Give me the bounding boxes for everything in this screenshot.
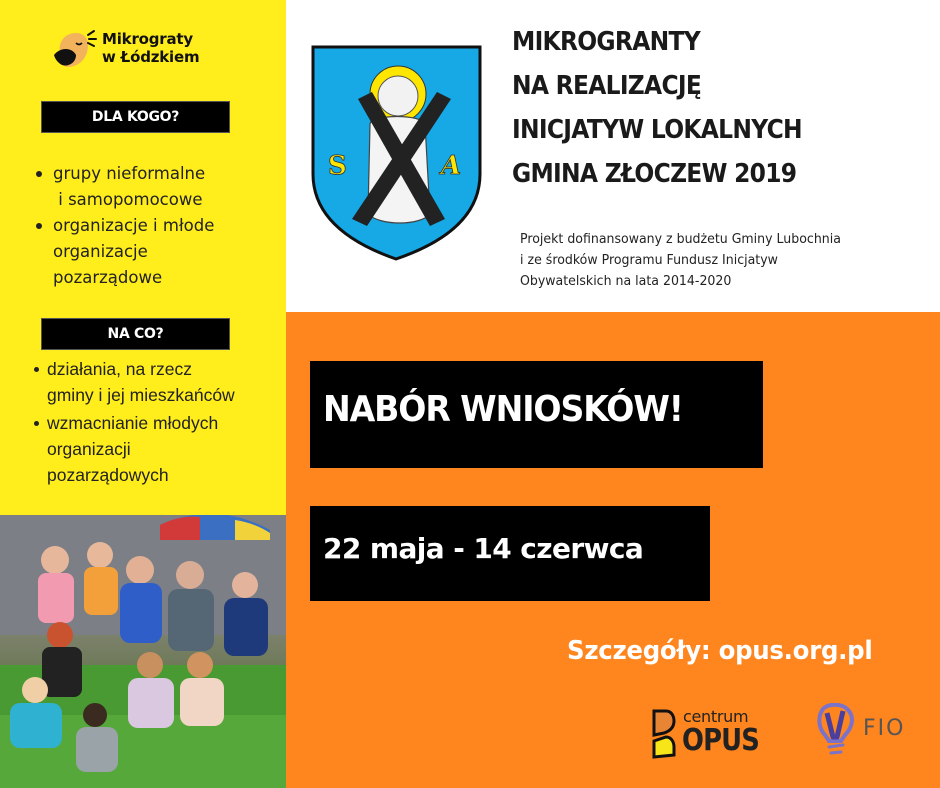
list-item-line: organizacje	[53, 242, 148, 261]
section-heading-for-whom: DLA KOGO?	[41, 101, 230, 133]
title-line2: NA REALIZACJĘ	[512, 71, 702, 101]
list-item	[36, 161, 281, 213]
bullet-icon	[36, 171, 42, 177]
bird-icon	[50, 25, 98, 71]
opus-big-text: OPUS	[682, 723, 759, 758]
list-item	[34, 356, 284, 408]
call-headline: NABÓR WNIOSKÓW!	[323, 389, 683, 430]
bullet-icon	[36, 223, 42, 229]
list-item-line: grupy nieformalne	[53, 164, 206, 183]
funding-line2: i ze środków Programu Fundusz Inicjatyw	[520, 252, 778, 268]
opus-small-text: centrum	[683, 707, 749, 726]
call-headline-box	[310, 361, 763, 468]
centrum-opus-logo	[650, 707, 775, 761]
list-item-line: i samopomocowe	[53, 190, 203, 209]
fio-logo	[815, 703, 910, 758]
fio-text: FIO	[863, 716, 906, 741]
opus-logo-icon	[650, 707, 676, 761]
page-title	[512, 24, 932, 192]
list-item-line: organizacji	[47, 439, 131, 459]
lightbulb-icon	[815, 703, 855, 758]
logo-line1: Mikrograty	[102, 30, 193, 48]
dates-box	[310, 506, 710, 601]
coat-of-arms-icon	[310, 44, 483, 262]
list-item	[34, 410, 284, 488]
crowd-photo	[0, 515, 286, 788]
funding-note	[520, 229, 920, 292]
bullet-icon	[34, 421, 39, 426]
list-item-line: organizacje i młode	[53, 216, 215, 235]
call-dates: 22 maja - 14 czerwca	[323, 532, 644, 565]
title-line3: INICJATYW LOKALNYCH	[512, 115, 802, 145]
crowd-photo-illustration	[0, 515, 286, 788]
list-item-line: pozarządowe	[53, 268, 163, 287]
mikrogranty-logo	[50, 25, 225, 70]
funding-line1: Projekt dofinansowany z budżetu Gminy Lubochnia	[520, 231, 841, 247]
list-item-line: działania, na rzecz	[47, 359, 192, 379]
title-line4: GMINA ZŁOCZEW 2019	[512, 159, 797, 189]
list-item-line: gminy i jej mieszkańców	[47, 385, 235, 405]
section-heading-what-for: NA CO?	[41, 318, 230, 350]
list-item	[36, 213, 281, 291]
svg-text:S: S	[328, 151, 347, 181]
bullet-icon	[34, 367, 39, 372]
list-item-line: wzmacnianie młodych	[47, 413, 219, 433]
svg-text:A: A	[441, 151, 462, 181]
funding-line3: Obywatelskich na lata 2014-2020	[520, 273, 732, 289]
title-line1: MIKROGRANTY	[512, 27, 700, 57]
details-link[interactable]: Szczegóły: opus.org.pl	[567, 636, 873, 666]
logo-line2: w Łódzkiem	[102, 48, 200, 66]
coat-of-arms	[310, 44, 483, 262]
list-item-line: pozarządowych	[47, 465, 169, 485]
